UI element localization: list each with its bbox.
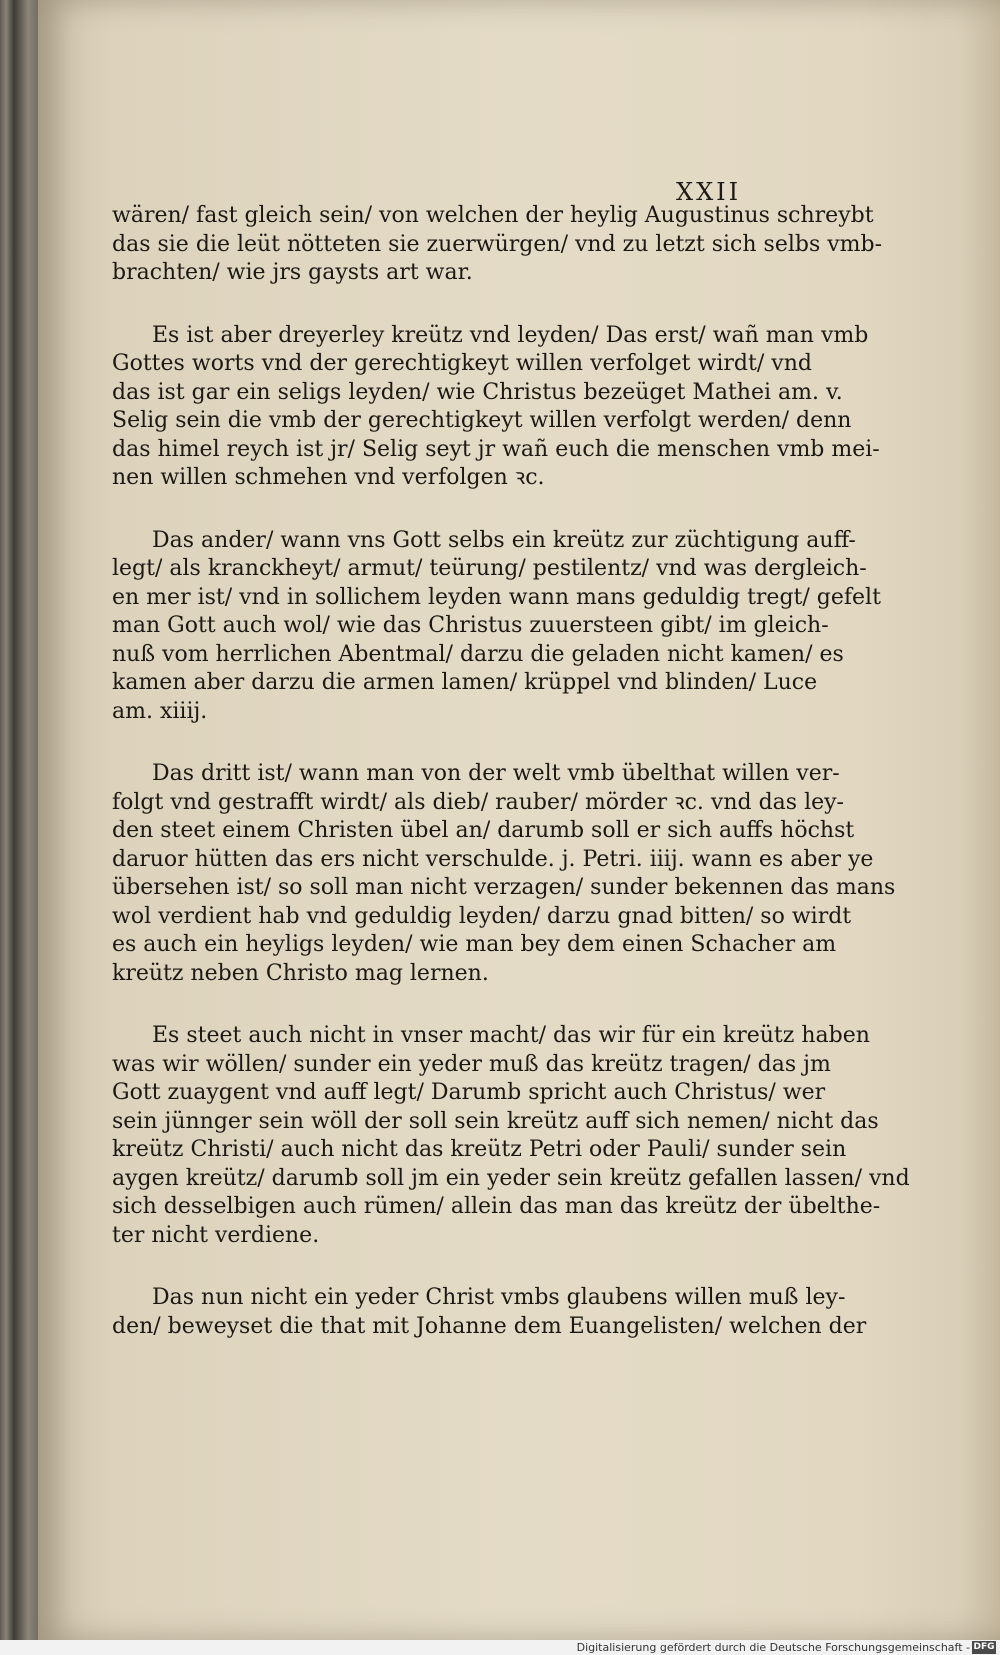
text-line: das sie die leüt nötteten sie zuerwürgen/ vnd zu letzt sich selbs vmb-: [112, 231, 883, 257]
footer-credit: Digitalisierung gefördert durch die Deutsche Forschungsgemeinschaft -: [576, 1641, 970, 1654]
text-line: Das dritt ist/ wann man von der welt vmb übelthat willen ver-: [152, 761, 840, 786]
text-line: wol verdient hab vnd geduldig leyden/ darzu gnad bitten/ so wirdt: [112, 903, 852, 929]
text-line: kamen aber darzu die armen lamen/ krüppel vnd blinden/ Luce: [112, 670, 818, 695]
text-line: Das nun nicht ein yeder Christ vmbs glaubens willen muß ley-: [152, 1285, 846, 1310]
text-line: es auch ein heyligs leyden/ wie man bey dem einen Schacher am: [112, 932, 837, 957]
text-line: sein jünnger sein wöll der soll sein kreütz auff sich nemen/ nicht das: [112, 1108, 879, 1134]
text-line: den/ beweyset die that mit Johanne dem Euangelisten/ welchen der: [112, 1313, 867, 1339]
paragraph-3: [112, 527, 881, 727]
paragraph-4: [112, 760, 896, 988]
paragraph-2: [112, 322, 880, 493]
text-line: kreütz Christi/ auch nicht das kreütz Petri oder Pauli/ sunder sein: [112, 1137, 847, 1162]
text-line: das himel reych ist jr/ Selig seyt jr wañ euch die menschen vmb mei-: [112, 436, 880, 462]
folio-number: XXII: [676, 178, 742, 206]
text-line: nuß vom herrlichen Abentmal/ darzu die geladen nicht kamen/ es: [112, 641, 844, 667]
text-line: man Gott auch wol/ wie das Christus zuuersteen gibt/ im gleich-: [112, 613, 829, 638]
text-line: Selig sein die vmb der gerechtigkeyt willen verfolgt werden/ denn: [112, 408, 852, 433]
text-line: legt/ als kranckheyt/ armut/ teürung/ pestilentz/ vnd was dergleich-: [112, 556, 867, 581]
text-line: wären/ fast gleich sein/ von welchen der heylig Augustinus schreybt: [112, 203, 874, 228]
text-line: das ist gar ein seligs leyden/ wie Christus bezeüget Mathei am. v.: [112, 379, 843, 405]
text-line: nen willen schmehen vnd verfolgen ꝛc.: [112, 465, 545, 490]
paragraph-1: [112, 202, 883, 288]
text-line: am. xiiij.: [112, 698, 208, 724]
digitization-footer: [0, 1640, 1000, 1655]
text-line: daruor hütten das ers nicht verschulde. j. Petri. iiij. wann es aber ye: [112, 846, 874, 872]
text-line: Das ander/ wann vns Gott selbs ein kreütz zur züchtigung auff-: [152, 527, 856, 553]
text-line: ter nicht verdiene.: [112, 1222, 320, 1248]
text-line: Gottes worts vnd der gerechtigkeyt willen verfolget wirdt/ vnd: [112, 351, 812, 376]
text-line: folgt vnd gestrafft wirdt/ als dieb/ rauber/ mörder ꝛc. vnd das ley-: [112, 789, 844, 815]
text-line: en mer ist/ vnd in sollichem leyden wann mans geduldig tregt/ gefelt: [112, 584, 881, 610]
text-line: aygen kreütz/ darumb soll jm ein yeder sein kreütz gefallen lassen/ vnd: [112, 1165, 910, 1191]
page-edge-shading: [958, 0, 1000, 1640]
text-line: was wir wöllen/ sunder ein yeder muß das kreütz tragen/ das jm: [112, 1051, 831, 1077]
text-line: den steet einem Christen übel an/ darumb soll er sich auffs höchst: [112, 818, 855, 843]
text-line: Es steet auch nicht in vnser macht/ das wir für ein kreütz haben: [152, 1023, 870, 1048]
body-text: [112, 202, 910, 1375]
paragraph-6: [112, 1284, 867, 1341]
text-line: sich desselbigen auch rümen/ allein das man das kreütz der übelthe-: [112, 1194, 881, 1219]
dfg-logo-icon: DFG: [973, 1642, 995, 1652]
paragraph-5: [112, 1022, 910, 1250]
text-line: brachten/ wie jrs gaysts art war.: [112, 260, 473, 285]
text-line: Gott zuaygent vnd auff legt/ Darumb spricht auch Christus/ wer: [112, 1080, 826, 1105]
text-line: kreütz neben Christo mag lernen.: [112, 960, 489, 986]
text-line: übersehen ist/ so soll man nicht verzagen/ sunder bekennen das mans: [112, 875, 896, 900]
text-line: Es ist aber dreyerley kreütz vnd leyden/ Das erst/ wañ man vmb: [152, 322, 869, 348]
